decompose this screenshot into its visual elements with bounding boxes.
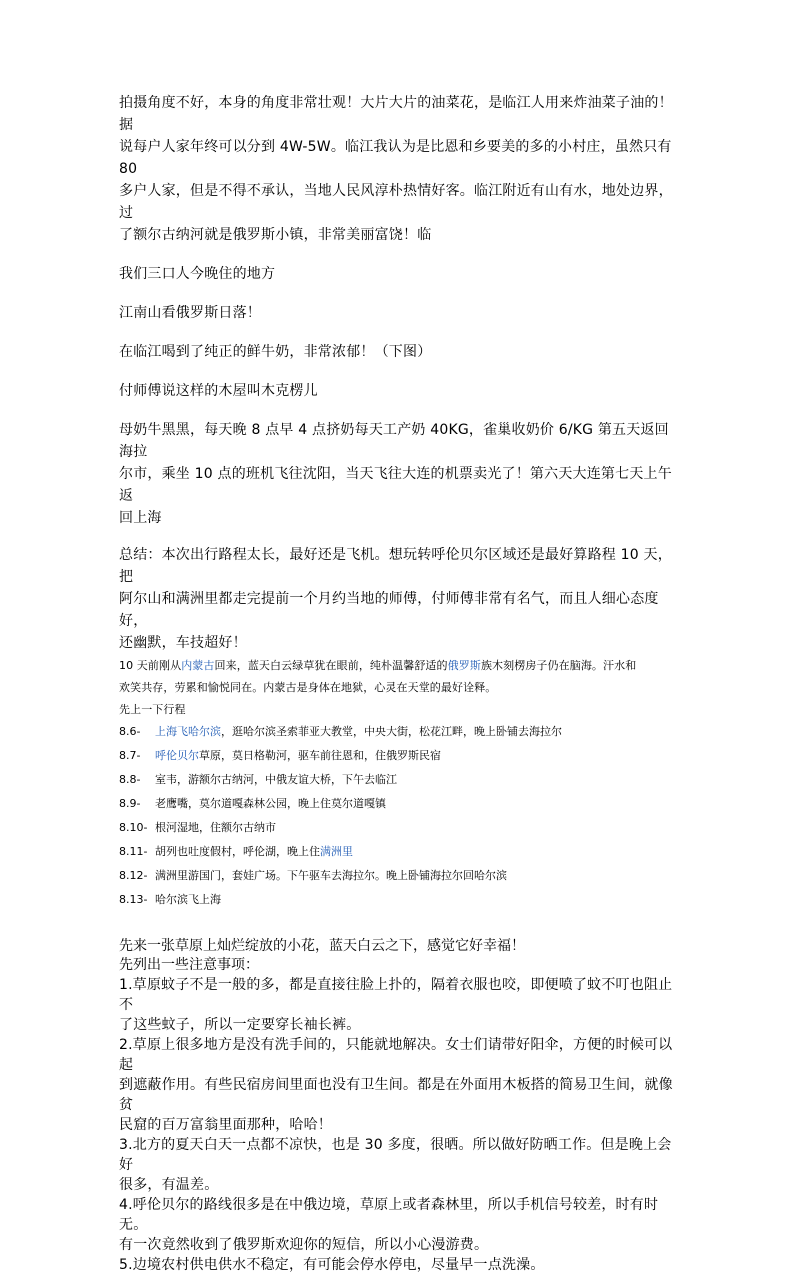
itinerary-item	[119, 864, 681, 888]
itinerary-date: 8.8-	[119, 773, 141, 786]
text-line: 回上海	[119, 510, 162, 526]
itinerary-date: 8.13-	[119, 893, 148, 906]
itinerary-text: 根河湿地，住额尔古纳市	[155, 821, 276, 834]
text-line: 阿尔山和满洲里都走完提前一个月约当地的师傅，付师傅非常有名气，而且人细心态度好，	[119, 591, 659, 629]
intro-paragraph	[119, 92, 681, 246]
text-line: 说每户人家年终可以分到 4W-5W。临江我认为是比恩和乡要美的多的小村庄，虽然只有 80	[119, 139, 672, 177]
link-russia[interactable]: 俄罗斯	[447, 659, 481, 672]
link-manzhouli[interactable]: 满洲里	[320, 845, 353, 858]
itinerary-item	[119, 768, 681, 792]
itinerary-date: 8.7-	[119, 749, 141, 762]
itinerary-date: 8.12-	[119, 869, 148, 882]
recap-paragraph	[119, 655, 681, 699]
recap-text: 族木刻楞房子仍在脑海。汗水和	[480, 659, 637, 672]
caption-lodging: 我们三口人今晚住的地方	[119, 266, 276, 282]
itinerary-item	[119, 840, 681, 864]
link-inner-mongolia[interactable]: 内蒙古	[181, 659, 215, 672]
text-line: 总结：本次出行路程太长，最好还是飞机。想玩转呼伦贝尔区域还是最好算路程 10 天，把	[119, 547, 672, 585]
itinerary-item	[119, 888, 681, 912]
note-line: 2.草原上很多地方是没有洗手间的，只能就地解决。女士们请带好阳伞，方便的时候可以起	[119, 1037, 673, 1073]
text-line: 了额尔古纳河就是俄罗斯小镇，非常美丽富饶！临	[119, 227, 432, 243]
note-line: 有一次竟然收到了俄罗斯欢迎你的短信，所以小心漫游费。	[119, 1237, 489, 1253]
recap-text: 回来，蓝天白云绿草犹在眼前，纯朴温馨舒适的	[214, 659, 448, 672]
note-line: 5.边境农村供电供水不稳定，有可能会停水停电，尽量早一点洗澡。	[119, 1257, 545, 1273]
note-line: 到遮蔽作用。有些民宿房间里面也没有卫生间。都是在外面用木板搭的简易卫生间，就像贫	[119, 1077, 673, 1113]
text-line: 拍摄角度不好，本身的角度非常壮观！大片大片的油菜花，是临江人用来炸油菜子油的！据	[119, 95, 673, 133]
flower-caption: 先来一张草原上灿烂绽放的小花，蓝天白云之下，感觉它好幸福！	[119, 938, 525, 954]
text-line: 母奶牛黑黑，每天晚 8 点早 4 点挤奶每天工产奶 40KG，雀巢收奶价 6/KG 第五天返回海拉	[119, 422, 669, 460]
caption-milk: 在临江喝到了纯正的鲜牛奶，非常浓郁！（下图）	[119, 344, 432, 360]
itinerary-list	[119, 720, 681, 912]
notes-heading: 先列出一些注意事项：	[119, 957, 259, 973]
itinerary-date: 8.10-	[119, 821, 148, 834]
note-line: 1.草原蚊子不是一般的多，都是直接往脸上扑的，隔着衣服也咬，即便喷了蚊不叮也阻止不	[119, 977, 673, 1013]
recap-text: 10 天前刚从	[119, 659, 182, 672]
text-line: 多户人家，但是不得不承认，当地人民风淳朴热情好客。临江附近有山有水，地处边界，过	[119, 183, 673, 221]
itinerary-item	[119, 816, 681, 840]
note-line: 了这些蚊子，所以一定要穿长袖长裤。	[119, 1017, 361, 1033]
note-line: 民窟的百万富翁里面那种，哈哈！	[119, 1117, 332, 1133]
itinerary-text: 胡列也吐度假村，呼伦湖，晚上住	[155, 845, 320, 858]
note-line: 4.呼伦贝尔的路线很多是在中俄边境，草原上或者森林里，所以手机信号较差，时有时无。	[119, 1197, 659, 1233]
summary-paragraph	[119, 544, 681, 654]
itinerary-text: 满洲里游国门，套娃广场。下午驱车去海拉尔。晚上卧铺海拉尔回哈尔滨	[155, 869, 507, 882]
caption-sunset: 江南山看俄罗斯日落！	[119, 305, 261, 321]
itinerary-heading: 先上一下行程	[119, 703, 186, 716]
note-line: 3.北方的夏天白天一点都不凉快，也是 30 多度，很晒。所以做好防晒工作。但是晚上会好	[119, 1137, 672, 1173]
text-line: 还幽默，车技超好！	[119, 635, 247, 651]
recap-line	[119, 655, 681, 677]
link-hulunbuir[interactable]: 呼伦贝尔	[155, 749, 199, 762]
document-page	[119, 92, 681, 1275]
itinerary-text: 哈尔滨飞上海	[155, 893, 221, 906]
text-line: 尔市，乘坐 10 点的班机飞往沈阳，当天飞往大连的机票卖光了！第六天大连第七天上午返	[119, 466, 672, 504]
itinerary-text: 草原，莫日格勒河，驱车前往恩和，住俄罗斯民宿	[199, 749, 441, 762]
note-line: 很多，有温差。	[119, 1177, 219, 1193]
itinerary-date: 8.6-	[119, 725, 141, 738]
caption-cabin: 付师傅说这样的木屋叫木克楞儿	[119, 383, 318, 399]
itinerary-date: 8.11-	[119, 845, 148, 858]
itinerary-text: 老鹰嘴，莫尔道嘎森林公园，晚上住莫尔道嘎镇	[155, 797, 386, 810]
itinerary-item	[119, 792, 681, 816]
itinerary-item	[119, 720, 681, 744]
milk-paragraph	[119, 419, 681, 529]
recap-line-2: 欢笑共存，劳累和愉悦同在。内蒙古是身体在地狱，心灵在天堂的最好诠释。	[119, 681, 497, 694]
itinerary-text: ，逛哈尔滨圣索菲亚大教堂，中央大街，松花江畔，晚上卧铺去海拉尔	[221, 725, 562, 738]
notes-list	[119, 975, 681, 1275]
itinerary-text: 室韦，游额尔古纳河，中俄友谊大桥，下午去临江	[155, 773, 397, 786]
itinerary-date: 8.9-	[119, 797, 141, 810]
itinerary-item	[119, 744, 681, 768]
link-shanghai-harbin[interactable]: 上海飞哈尔滨	[155, 725, 221, 738]
